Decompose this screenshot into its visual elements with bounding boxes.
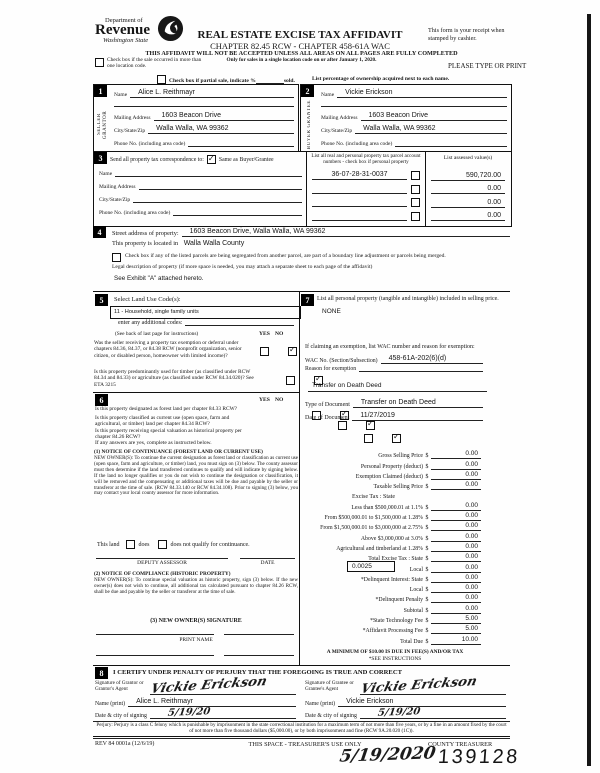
currency-sign: $ xyxy=(425,628,429,635)
parcel-number-4[interactable] xyxy=(312,220,407,221)
same-as-buyer-label: Same as Buyer/Grantee xyxy=(218,156,274,163)
s6-q3-yes-checkbox[interactable] xyxy=(364,434,373,443)
doc-type-field[interactable]: Transfer on Death Deed xyxy=(353,398,483,408)
tier4-field[interactable]: 0.00 xyxy=(431,533,481,542)
seller-mailing-field[interactable]: 1603 Beacon Drive xyxy=(154,111,294,121)
wac-field[interactable]: 458-61A-202(6)(d) xyxy=(381,354,483,364)
seller-side-strip xyxy=(95,99,110,150)
grantor-date-label: Date & city of signing xyxy=(95,713,147,719)
currency-sign: $ xyxy=(425,587,429,594)
owner-sig-line-4[interactable] xyxy=(224,655,294,656)
taxable-selling-price-field[interactable]: 0.00 xyxy=(431,481,481,490)
section1-badge: 1 xyxy=(94,85,107,97)
corr-csz-field[interactable] xyxy=(133,202,302,203)
section8-badge: 8 xyxy=(95,667,108,679)
send-correspondence-row xyxy=(110,155,302,164)
affidavit-processing-fee-field[interactable]: 5.00 xyxy=(431,625,481,634)
personal-property-title: List all personal property (tangible and intangible) included in selling price. xyxy=(317,296,499,302)
tax-row-tier3: From $1,500,000.01 to $3,000,000 at 2.75% $ 0.00 xyxy=(305,521,481,531)
assessed-value-4[interactable]: 0.00 xyxy=(431,211,505,221)
s6-question1: Is this property designated as forest land per chapter 84.33 RCW? xyxy=(95,406,238,412)
section6-top-line xyxy=(93,392,299,393)
tax-row-subtotal: Subtotal $ 0.00 xyxy=(305,603,481,613)
buyer-name2-field[interactable] xyxy=(321,106,507,107)
form-only-for: Only for sales in a single location code on or after January 1, 2020. xyxy=(226,57,377,63)
doc-date-field[interactable]: 11/27/2019 xyxy=(352,411,483,421)
sold-label: sold. xyxy=(283,78,295,84)
grantee-signature[interactable]: Vickie Erickson xyxy=(358,674,479,697)
multi-location-label: Check box if the sale occurred in more than one location code. xyxy=(107,57,202,70)
reason-field-line1[interactable] xyxy=(359,371,483,372)
exemption-note: If claiming an exemption, list WAC number and reason for exemption: xyxy=(305,344,475,350)
corr-csz-label: City/State/Zip xyxy=(99,197,131,203)
deputy-date-line[interactable] xyxy=(240,558,295,559)
street-address-row xyxy=(112,227,510,237)
owner-sig-line-2[interactable] xyxy=(224,634,294,635)
form-warning: THIS AFFIDAVIT WILL NOT BE ACCEPTED UNLESS ALL AREAS ON ALL PAGES ARE FULLY COMPLETED xyxy=(145,50,458,57)
partial-sale-row xyxy=(157,75,295,84)
currency-sign: $ xyxy=(425,597,429,604)
seller-phone-label: Phone No. (including area code) xyxy=(114,141,186,147)
section6-badge: 6 xyxy=(95,394,108,406)
assessed-value-1[interactable]: 590,720.00 xyxy=(431,171,505,181)
tax-row-gross: Gross Selling Price $ 0.00 xyxy=(305,449,481,459)
buyer-phone-field[interactable] xyxy=(395,146,507,147)
doc-type-label: Type of Document xyxy=(305,402,350,408)
currency-sign: $ xyxy=(425,607,429,614)
s6-question2: Is this property classified as current use (open space, farm and agricultural, or timber) land per chapter 84.34 RCW? xyxy=(95,415,230,428)
buyer-box xyxy=(300,84,512,152)
doc-type-row xyxy=(305,398,483,408)
does-not-label: does not qualify for continuance. xyxy=(170,541,250,548)
buyer-phone-label: Phone No. (including area code) xyxy=(321,141,393,147)
s6-question3: Is this property receiving special valuation as historical property per chapter 84.26 RCW? xyxy=(95,428,242,441)
grantee-name-label: Name (print) xyxy=(305,701,336,707)
parcel-number-2[interactable] xyxy=(312,193,407,194)
tax-row-tier1: Less than $500,000.01 at 1.1% $ 0.00 xyxy=(305,500,481,510)
grantee-sig-label: Signature of Grantee or Grantee's Agent xyxy=(305,680,354,692)
tax-row-taxable: Taxable Selling Price $ 0.00 xyxy=(305,480,481,490)
deputy-assessor-label: DEPUTY ASSESSOR xyxy=(137,560,187,566)
partial-sale-checkbox[interactable] xyxy=(157,75,166,84)
footer-top-line-1 xyxy=(93,736,510,737)
segregated-checkbox[interactable] xyxy=(112,253,121,262)
additional-codes-field[interactable] xyxy=(185,325,294,326)
tax-row-affidavit-fee: *Affidavit Processing Fee $ 5.00 xyxy=(305,624,481,634)
parcel-4-personal-checkbox[interactable] xyxy=(411,212,420,221)
seller-side-label: SELLER GRANTOR xyxy=(96,110,108,139)
seller-box xyxy=(93,84,299,152)
street-address-label: Street address of property: xyxy=(112,230,179,237)
tax-row-tech-fee: *State Technology Fee $ 5.00 xyxy=(305,614,481,624)
tax-row-delinq-int-state: *Delinquent Interest: State $ 0.00 xyxy=(305,573,481,583)
grantee-sig-line[interactable] xyxy=(360,694,506,695)
buyer-name-field[interactable]: Vickie Erickson xyxy=(337,88,507,98)
notice1-body: NEW OWNER(S): To continue the current designation as forest land or classification as current use (open space, farm and agriculture, or timber) land, you must sign on (3) below. The county assessor must then determine if the land transferred continues to qualify and will indicate by signing below. If the land no longer qualifies or you do not wish to continue the designation or classification, it will be removed and the compensating or additional taxes will be due and payable by the seller or transferor at the time of sale. (RCW 84.33.140 or RCW 84.34.108). Prior to signing (3) below, you may contact your local county assessor for more information. xyxy=(94,455,298,497)
s6-no-header: NO xyxy=(275,397,284,403)
grantor-name-label: Name (print) xyxy=(95,701,126,707)
perjury-statement: Perjury: Perjury is a class C felony which is punishable by imprisonment in the state correctional institution for a maximum term of not more than five years, or by a fine in an amount fixed by the court of not more than five thousand dollars ($5,000.00), or by both imprisonment and fine (RCW 9A.20.020 (1C)). xyxy=(96,722,507,734)
s5-q1-no-checkbox[interactable] xyxy=(288,347,297,356)
personal-property-deduct-field[interactable]: 0.00 xyxy=(431,461,481,470)
tax-row-agricultural: Agricultural and timberland at 1.28% $ 0.00 xyxy=(305,542,481,552)
section3-box xyxy=(93,151,512,227)
parcel-header: List all real and personal property tax parcel account numbers - check box if personal property xyxy=(311,153,421,165)
notice1-title: (1) NOTICE OF CONTINUANCE (FOREST LAND OR CURRENT USE) xyxy=(94,449,263,455)
owner-sig-line-3[interactable] xyxy=(96,655,214,656)
ownership-note: List percentage of ownership acquired next to each name. xyxy=(312,76,450,82)
dept-line: Department of xyxy=(105,17,143,24)
currency-sign: $ xyxy=(425,618,429,625)
new-owner-signature-label: (3) NEW OWNER(S) SIGNATURE xyxy=(150,618,242,624)
currency-sign: $ xyxy=(425,504,429,511)
notice2-body: NEW OWNER(S): To continue special valuation as historic property, sign (3) below. If the new owner(s) does not wish to continue, all additional tax calculated pursuant to chapter 84.26 RCW, shall be due and payable by the seller or transferor at the time of sale. xyxy=(94,577,298,595)
corr-mailing-field[interactable] xyxy=(139,189,302,190)
seller-name-label: Name xyxy=(114,92,128,98)
grantor-signature[interactable]: Vickie Erickson xyxy=(148,674,269,697)
treasurer-space-label: THIS SPACE - TREASURER'S USE ONLY xyxy=(248,741,362,748)
additional-codes-row xyxy=(118,320,294,326)
column-divider xyxy=(299,291,300,666)
legal-description-label: Legal description of property (if more space is needed, you may attach a separate sheet to each page of the affidavit) xyxy=(112,264,373,270)
treasurer-stamp-number: 139128 xyxy=(437,746,521,768)
tax-row-total-due: Total Due $ 10.00 xyxy=(305,634,481,644)
excise-tax-table xyxy=(305,449,481,645)
street-address-field[interactable]: 1603 Beacon Drive, Walla Walla, WA 99362 xyxy=(182,227,510,237)
tax-row-total-state: Total Excise Tax : State $ 0.00 xyxy=(305,552,481,562)
grantee-name-field[interactable]: Vickie Erickson xyxy=(338,697,506,707)
tier3-field[interactable]: 0.00 xyxy=(431,522,481,531)
parcel-1-personal-checkbox[interactable] xyxy=(411,171,420,180)
s6-q2-yes-checkbox[interactable] xyxy=(338,421,347,430)
owner-sig-line-1[interactable] xyxy=(96,634,214,635)
located-label: This property is located in xyxy=(112,240,179,247)
buyer-csz-label: City/State/Zip xyxy=(321,128,353,134)
parcel-number-3[interactable] xyxy=(312,206,407,207)
section4-badge: 4 xyxy=(93,226,106,238)
deputy-date-label: DATE xyxy=(260,560,275,566)
segregated-label: Check box if any of the listed parcels are being segregated from another parcel, are part of a boundary line adjustment or parcels being merged. xyxy=(125,253,446,259)
tax-row-exemption: Exemption Claimed (deduct) $ 0.00 xyxy=(305,470,481,480)
tax-row-delinq-penalty: *Delinquent Penalty $ 0.00 xyxy=(305,593,481,603)
delinquent-local-field[interactable]: 0.00 xyxy=(431,584,481,593)
assessed-value-2[interactable]: 0.00 xyxy=(431,184,505,194)
tax-row-tier4: Above $3,000,000 at 3.0% $ 0.00 xyxy=(305,531,481,541)
divider-top-columns xyxy=(93,291,510,292)
print-name-label: PRINT NAME xyxy=(179,637,213,643)
land-use-title: Select Land Use Code(s): xyxy=(114,296,181,303)
delinquent-penalty-field[interactable]: 0.00 xyxy=(431,594,481,603)
grantee-name-row xyxy=(305,697,506,707)
tax-row-local: Local $ 0.00 xyxy=(305,562,481,572)
doc-date-label: Date of Document xyxy=(305,415,350,421)
buyer-name-label: Name xyxy=(321,92,335,98)
currency-sign: $ xyxy=(425,566,429,573)
if-yes-note: If any answers are yes, complete as instructed below. xyxy=(95,440,212,446)
total-excise-state-field[interactable]: 0.00 xyxy=(431,553,481,562)
s5-question2: Is this property predominantly used for timber (as classified under RCW 84.34 and 84.33) or agriculture (as classified under RCW 84.34.020)? See ETA 3215 xyxy=(94,369,254,388)
currency-sign: $ xyxy=(425,484,429,491)
exemption-claimed-field[interactable]: 0.00 xyxy=(431,471,481,480)
currency-sign: $ xyxy=(425,473,429,480)
parcel-number-1[interactable]: 36-07-28-31-0037 xyxy=(312,170,407,180)
state-name: Washington State xyxy=(103,37,149,44)
reason-field-line2[interactable]: Transfer on Death Deed xyxy=(308,381,487,392)
assessed-header: List assessed value(s) xyxy=(443,155,493,161)
buyer-mailing-field[interactable]: 1603 Beacon Drive xyxy=(361,111,507,121)
wac-label: WAC No. (Section/Subsection) xyxy=(305,358,378,364)
corr-name-label: Name xyxy=(99,171,113,177)
tax-row-personal: Personal Property (deduct) $ 0.00 xyxy=(305,459,481,469)
grantor-sig-line[interactable] xyxy=(150,694,296,695)
certify-statement: I CERTIFY UNDER PENALTY OF PERJURY THAT THE FOREGOING IS TRUE AND CORRECT xyxy=(113,669,402,676)
send-correspondence-label: Send all property tax correspondence to: xyxy=(110,156,204,163)
treasurer-stamp-date: 5/19/2020 xyxy=(338,743,437,767)
doc-date-row xyxy=(305,411,483,421)
grantee-date-field[interactable]: 5/19/20 xyxy=(360,708,506,719)
form-chapter: CHAPTER 82.45 RCW - CHAPTER 458-61A WAC xyxy=(210,41,390,51)
multi-location-checkbox[interactable] xyxy=(95,58,104,67)
form-title: REAL ESTATE EXCISE TAX AFFIDAVIT xyxy=(197,29,403,41)
grantee-date-label: Date & city of signing xyxy=(305,713,357,719)
does-checkbox[interactable] xyxy=(126,540,135,549)
seller-mailing-label: Mailing Address xyxy=(114,115,151,121)
reason-label: Reason for exemption xyxy=(305,366,357,372)
grantor-date-row xyxy=(95,708,296,719)
section3-assessed-col xyxy=(425,152,511,226)
s5-no-header: NO xyxy=(275,331,284,337)
local-rate-box[interactable]: 0.0025 xyxy=(347,561,395,572)
excise-state-header: Excise Tax : State xyxy=(352,494,395,501)
currency-sign: $ xyxy=(425,576,429,583)
seller-name2-field[interactable] xyxy=(114,106,294,107)
buyer-side-label: BUYER GRANTEE xyxy=(306,99,312,150)
reason-row xyxy=(305,366,483,372)
partial-sale-label: Check box if partial sale, indicate % xyxy=(169,78,256,84)
brand-name: Revenue xyxy=(95,22,150,38)
please-type-label: PLEASE TYPE OR PRINT xyxy=(448,62,527,70)
state-technology-fee-field[interactable]: 5.00 xyxy=(431,615,481,624)
buyer-side-strip xyxy=(302,99,317,150)
s5-q1-yes-checkbox[interactable] xyxy=(260,347,269,356)
minimum-due-note: A MINIMUM OF $10.00 IS DUE IN FEE(S) AND/OR TAX xyxy=(326,649,464,655)
this-land-label: This land xyxy=(97,541,120,548)
currency-sign: $ xyxy=(425,556,429,563)
buyer-csz-field[interactable]: Walla Walla, WA 99362 xyxy=(355,124,507,134)
receipt-note: This form is your receipt when stamped by cashier. xyxy=(428,27,505,42)
multi-location-row xyxy=(95,57,205,69)
currency-sign: $ xyxy=(425,515,429,522)
form-rev-number: REV 84 0001a (12/6/19) xyxy=(95,741,155,747)
corr-phone-field[interactable] xyxy=(173,215,302,216)
section5-badge: 5 xyxy=(95,294,108,306)
s5-question1: Was the seller receiving a property tax exemption or deferral under chapters 84.36, 84.37, or 84.38 RCW (nonprofit organization, senior citizen, or disabled person, homeowner with limited income)? xyxy=(94,340,242,359)
section3-badge: 3 xyxy=(94,152,107,164)
currency-sign: $ xyxy=(425,545,429,552)
s5-q2-yes-checkbox[interactable] xyxy=(286,376,295,385)
corr-name-field[interactable] xyxy=(115,176,302,177)
local-tax-field[interactable]: 0.00 xyxy=(431,564,481,573)
buyer-mailing-label: Mailing Address xyxy=(321,115,358,121)
currency-sign: $ xyxy=(425,638,429,645)
currency-sign: $ xyxy=(425,535,429,542)
does-label: does xyxy=(138,541,150,548)
grantor-name-row xyxy=(95,697,296,707)
land-use-code-box[interactable]: 11 - Household, single family units xyxy=(110,306,301,319)
additional-codes-label: enter any additional codes: xyxy=(118,320,183,326)
currency-sign: $ xyxy=(425,453,429,460)
form-title-block xyxy=(150,29,450,51)
seller-name-field[interactable]: Alice L. Reithmayr xyxy=(130,88,294,98)
tier1-field[interactable]: 0.00 xyxy=(431,502,481,511)
footer-top-line-2 xyxy=(93,738,510,739)
notice2-title: (2) NOTICE OF COMPLIANCE (HISTORIC PROPERTY) xyxy=(94,571,231,577)
grantor-date-field[interactable]: 5/19/20 xyxy=(150,708,296,719)
tax-row-delinq-local: Local $ 0.00 xyxy=(305,583,481,593)
section3-correspondence-col xyxy=(94,152,306,226)
corr-mailing-label: Mailing Address xyxy=(99,184,136,190)
seller-csz-label: City/State/Zip xyxy=(114,128,146,134)
wac-row xyxy=(305,354,483,364)
s5-yes-header: YES xyxy=(259,331,270,337)
agricultural-field[interactable]: 0.00 xyxy=(431,543,481,552)
section3-parcel-col xyxy=(306,152,426,226)
seller-csz-field[interactable]: Walla Walla, WA 99362 xyxy=(148,124,294,134)
s6-yes-header: YES xyxy=(259,397,270,403)
s6-q3-no-checkbox[interactable] xyxy=(392,434,401,443)
located-county-field[interactable]: Walla Walla County xyxy=(183,240,245,247)
seller-phone-field[interactable] xyxy=(188,146,294,147)
see-instructions-note: *SEE INSTRUCTIONS xyxy=(368,656,422,662)
legal-description-field[interactable]: See Exhibit "A" attached hereto. xyxy=(114,275,204,282)
tax-row-tier2: From $500,000.01 to $1,500,000 at 1.28% $ 0.00 xyxy=(305,511,481,521)
grantee-date-row xyxy=(305,708,506,719)
continuance-row xyxy=(97,540,250,549)
grantor-name-field[interactable]: Alice L. Reithmayr xyxy=(128,697,296,707)
see-back-note: (See back of last page for instructions) xyxy=(115,331,199,337)
section7-badge: 7 xyxy=(301,294,314,306)
currency-sign: $ xyxy=(425,463,429,470)
subtotal-field[interactable]: 0.00 xyxy=(431,605,481,614)
assessed-value-3[interactable]: 0.00 xyxy=(431,198,505,208)
delinquent-interest-state-field[interactable]: 0.00 xyxy=(431,574,481,583)
same-as-buyer-checkbox[interactable] xyxy=(207,155,216,164)
located-row xyxy=(112,240,244,247)
total-due-field[interactable]: 10.00 xyxy=(431,636,481,645)
currency-sign: $ xyxy=(425,525,429,532)
segregated-row xyxy=(112,253,510,262)
s6-q2-no-checkbox[interactable] xyxy=(366,421,375,430)
grantor-sig-label: Signature of Grantor or Grantor's Agent xyxy=(95,680,144,692)
tier2-field[interactable]: 0.00 xyxy=(431,512,481,521)
parcel-3-personal-checkbox[interactable] xyxy=(411,198,420,207)
corr-phone-label: Phone No. (including area code) xyxy=(99,210,171,216)
does-not-checkbox[interactable] xyxy=(158,540,167,549)
county-treasurer-label: COUNTY TREASURER xyxy=(428,741,493,748)
deputy-assessor-sig-line[interactable] xyxy=(96,558,228,559)
parcel-2-personal-checkbox[interactable] xyxy=(411,185,420,194)
gross-selling-price-field[interactable]: 0.00 xyxy=(431,450,481,459)
personal-property-field[interactable]: NONE xyxy=(322,308,341,315)
scan-edge-artifact xyxy=(587,14,591,766)
section2-badge: 2 xyxy=(301,85,314,97)
section8-top-line xyxy=(93,665,510,666)
